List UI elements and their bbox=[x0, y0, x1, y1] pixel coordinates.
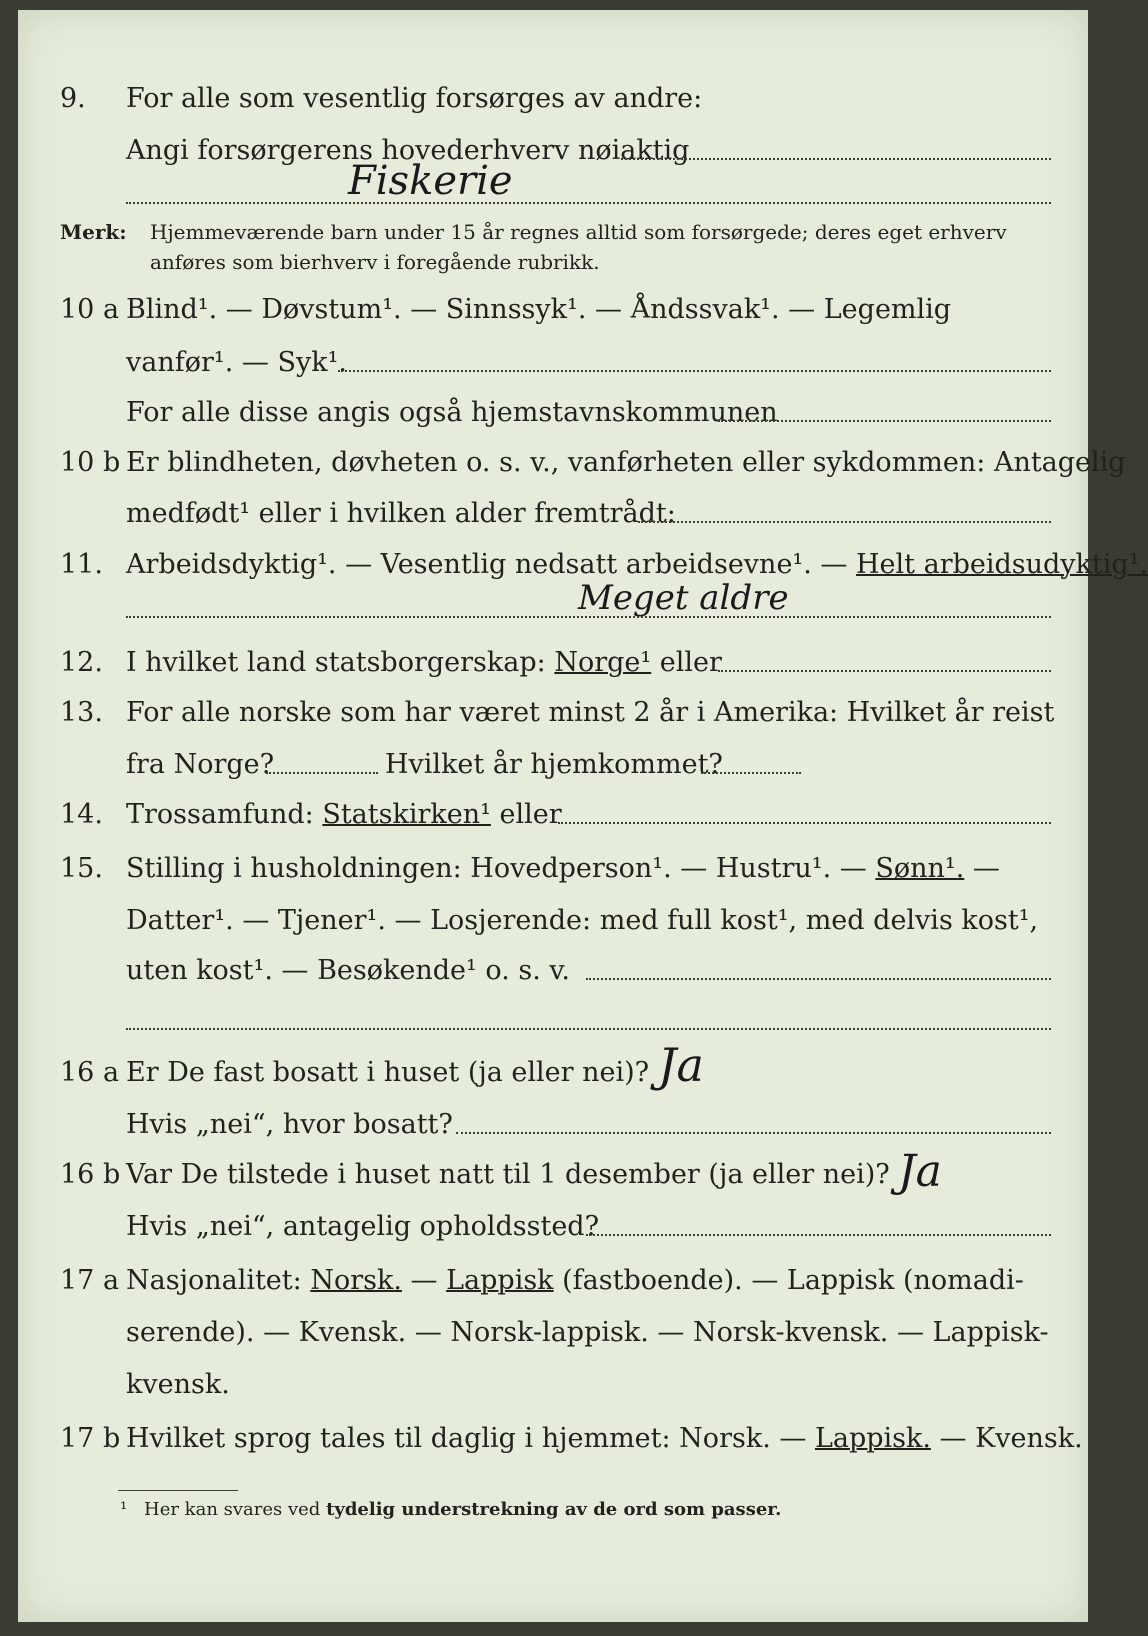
q17a-text1 bbox=[126, 1264, 1024, 1298]
q13-text2b: Hvilket år hjemkommet? bbox=[385, 749, 723, 780]
footnote-divider bbox=[118, 1490, 238, 1491]
q10b-text2: medfødt¹ eller i hvilken alder fremtrådt: bbox=[126, 498, 676, 529]
q10a-text2: vanfør¹. — Syk¹. bbox=[126, 347, 347, 378]
q16a-handwritten-answer: Ja bbox=[658, 1038, 704, 1092]
q17a-text1-a: Nasjonalitet: bbox=[126, 1265, 311, 1296]
q15-text2: Datter¹. — Tjener¹. — Losjerende: med full kost¹, med delvis kost¹, bbox=[126, 905, 1039, 936]
q17b-text-a: Hvilket sprog tales til daglig i hjemmet: Norsk. — bbox=[126, 1423, 815, 1454]
footnote-text bbox=[144, 1496, 781, 1524]
merk-text2: anføres som bierhverv i foregående rubrikk. bbox=[150, 250, 600, 274]
q11-handwritten-answer: Meget aldre bbox=[578, 578, 789, 618]
q10b-text1: Er blindheten, døvheten o. s. v., vanførheten eller sykdommen: Antagelig bbox=[126, 447, 1126, 478]
q17b-text-c: — Kvensk. bbox=[930, 1423, 1083, 1454]
q15-text1-c: — bbox=[964, 853, 1000, 884]
q9-number: 9. bbox=[60, 83, 86, 114]
q17a-underlined-norsk: Norsk. bbox=[310, 1265, 402, 1296]
q12-number: 12. bbox=[60, 647, 103, 678]
q9-text1: For alle som vesentlig forsørges av andre: bbox=[126, 83, 703, 114]
q12-fill-line[interactable] bbox=[718, 670, 1051, 672]
q12-text bbox=[126, 646, 722, 680]
q16b-number: 16 b bbox=[60, 1159, 121, 1190]
q9-fill-line1[interactable] bbox=[621, 158, 1051, 160]
q15-text3: uten kost¹. — Besøkende¹ o. s. v. bbox=[126, 955, 571, 986]
q16b-fill-line[interactable] bbox=[586, 1234, 1051, 1236]
q17b-underlined-option: Lappisk. bbox=[814, 1423, 931, 1454]
q15-text1-a: Stilling i husholdningen: Hovedperson¹. — Hustru¹. — bbox=[126, 853, 876, 884]
q17b-number: 17 b bbox=[60, 1423, 121, 1454]
q11-fill-line[interactable] bbox=[126, 616, 1051, 618]
q13-text1: For alle norske som har været minst 2 år i Amerika: Hvilket år reist bbox=[126, 697, 1055, 728]
q9-text2: Angi forsørgerens hovederhverv nøiaktig bbox=[126, 135, 690, 166]
q13-number: 13. bbox=[60, 697, 103, 728]
q16b-text1: Var De tilstede i huset natt til 1 desember (ja eller nei)? bbox=[126, 1159, 890, 1190]
q17a-text1-e: (fastboende). — Lappisk (nomadi- bbox=[553, 1265, 1024, 1296]
q10a-fill-line2[interactable] bbox=[718, 420, 1051, 422]
footnote-text-a: Her kan svares ved bbox=[144, 1499, 327, 1520]
q17a-underlined-lappisk: Lappisk bbox=[446, 1265, 554, 1296]
q17a-text1-c: — bbox=[401, 1265, 447, 1296]
q14-text bbox=[126, 798, 562, 832]
q15-number: 15. bbox=[60, 853, 103, 884]
q15-fill-line2[interactable] bbox=[126, 1028, 1051, 1030]
q16a-text1: Er De fast bosatt i huset (ja eller nei)? bbox=[126, 1057, 650, 1088]
form-page bbox=[18, 10, 1148, 1622]
q14-text-a: Trossamfund: bbox=[126, 799, 323, 830]
q9-handwritten-answer: Fiskerie bbox=[348, 158, 513, 204]
q10a-number: 10 a bbox=[60, 294, 120, 325]
footnote-text-b: tydelig understrekning av de ord som passer. bbox=[326, 1499, 782, 1520]
q10b-number: 10 b bbox=[60, 447, 121, 478]
q14-underlined-option: Statskirken¹ bbox=[322, 799, 491, 830]
q15-text1 bbox=[126, 852, 1000, 886]
q16a-fill-line[interactable] bbox=[456, 1132, 1051, 1134]
q11-number: 11. bbox=[60, 549, 103, 580]
q12-text-c: eller bbox=[651, 647, 722, 678]
q10b-fill-line[interactable] bbox=[638, 521, 1051, 523]
q10a-text3: For alle disse angis også hjemstavnskommunen bbox=[126, 397, 778, 428]
q13-text2a: fra Norge? bbox=[126, 749, 275, 780]
q12-text-a: I hvilket land statsborgerskap: bbox=[126, 647, 555, 678]
q14-fill-line[interactable] bbox=[558, 822, 1051, 824]
merk-label: Merk: bbox=[60, 220, 127, 244]
q9-fill-line2[interactable] bbox=[126, 202, 1051, 204]
q10a-text1: Blind¹. — Døvstum¹. — Sinnssyk¹. — Åndssvak¹. — Legemlig bbox=[126, 294, 952, 325]
q13-fill-line2[interactable] bbox=[701, 772, 801, 774]
merk-text1: Hjemmeværende barn under 15 år regnes alltid som forsørgede; deres eget erhverv bbox=[150, 220, 1007, 244]
q15-underlined-option: Sønn¹. bbox=[875, 853, 965, 884]
q10a-fill-line1[interactable] bbox=[338, 370, 1051, 372]
q14-text-c: eller bbox=[490, 799, 562, 830]
q15-fill-line1[interactable] bbox=[586, 978, 1051, 980]
q16a-number: 16 a bbox=[60, 1057, 120, 1088]
q16a-text2: Hvis „nei“, hvor bosatt? bbox=[126, 1109, 453, 1140]
q17a-text2: serende). — Kvensk. — Norsk-lappisk. — Norsk-kvensk. — Lappisk- bbox=[126, 1317, 1049, 1348]
q16b-handwritten-answer: Ja bbox=[898, 1146, 942, 1197]
q14-number: 14. bbox=[60, 799, 103, 830]
q17a-number: 17 a bbox=[60, 1265, 120, 1296]
q12-underlined-option: Norge¹ bbox=[554, 647, 652, 678]
q17b-text bbox=[126, 1422, 1083, 1456]
q13-fill-line1[interactable] bbox=[266, 772, 378, 774]
q11-text-a: Arbeidsdyktig¹. — Vesentlig nedsatt arbeidsevne¹. — bbox=[126, 549, 856, 580]
q17a-text3: kvensk. bbox=[126, 1369, 230, 1400]
q16b-text2: Hvis „nei“, antagelig opholdssted? bbox=[126, 1211, 600, 1242]
q11-text bbox=[126, 548, 1148, 582]
footnote-mark: ¹ bbox=[120, 1499, 128, 1520]
q11-underlined-option: Helt arbeidsudyktig¹. bbox=[856, 549, 1148, 580]
